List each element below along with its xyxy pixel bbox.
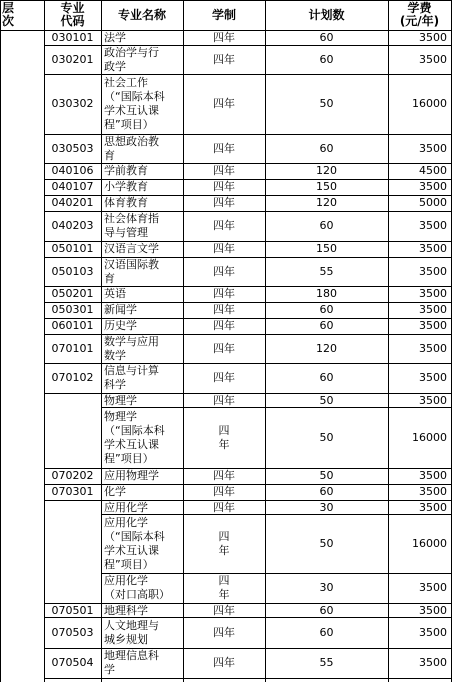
header-quota: 计划数 xyxy=(308,7,345,22)
row-fee: 16000 xyxy=(412,97,447,110)
row-quota: 60 xyxy=(319,485,334,498)
row-quota: 50 xyxy=(319,430,334,444)
row-quota: 60 xyxy=(319,219,334,232)
row-duration: 四年 xyxy=(213,371,235,384)
row-quota: 150 xyxy=(316,180,337,193)
table-rule xyxy=(44,74,452,75)
table-rule xyxy=(101,573,452,574)
row-duration: 四年 xyxy=(213,164,235,177)
row-code: 060101 xyxy=(51,319,94,332)
row-code: 070301 xyxy=(51,485,94,498)
row-quota: 60 xyxy=(319,303,334,316)
row-name: 汉语国际教 育 xyxy=(104,258,159,285)
table-rule xyxy=(44,648,452,649)
row-fee: 3500 xyxy=(419,319,447,332)
table-rule xyxy=(44,134,452,135)
row-code: 030302 xyxy=(51,97,94,110)
table-rule xyxy=(44,179,452,180)
row-quota: 60 xyxy=(319,604,334,617)
row-name: 政治学与行 政学 xyxy=(104,46,159,73)
row-name: 思想政治教 育 xyxy=(104,135,159,162)
row-fee: 3500 xyxy=(419,501,447,514)
row-code: 050201 xyxy=(51,287,94,300)
table-rule xyxy=(44,334,452,335)
row-quota: 180 xyxy=(316,287,337,300)
row-name: 汉语言文学 xyxy=(104,242,159,255)
row-fee: 3500 xyxy=(419,219,447,232)
table-rule xyxy=(44,603,452,604)
row-name: 地理科学 xyxy=(104,604,148,617)
row-code: 050103 xyxy=(51,264,94,278)
table-rule xyxy=(44,393,452,394)
row-name: 学前教育 xyxy=(104,164,148,177)
row-duration: 四年 xyxy=(213,264,235,278)
row-quota: 30 xyxy=(319,501,334,514)
table-rule xyxy=(44,318,452,319)
table-rule xyxy=(44,302,452,303)
row-fee: 16000 xyxy=(412,430,447,444)
row-duration: 四 年 xyxy=(218,529,230,557)
row-code: 040106 xyxy=(51,164,94,177)
table-rule xyxy=(44,211,452,212)
row-name: 英语 xyxy=(104,287,126,300)
row-duration: 四年 xyxy=(213,394,235,407)
table-rule xyxy=(44,241,452,242)
row-fee: 4500 xyxy=(419,164,447,177)
table-rule xyxy=(0,0,452,1)
row-quota: 30 xyxy=(319,581,334,594)
row-code: 030503 xyxy=(51,141,94,155)
row-fee: 5000 xyxy=(419,196,447,209)
row-duration: 四年 xyxy=(213,97,235,110)
table-rule xyxy=(44,195,452,196)
row-duration: 四年 xyxy=(213,303,235,316)
table-rule xyxy=(44,363,452,364)
table-rule xyxy=(265,0,266,682)
header-code: 专业 代码 xyxy=(60,1,85,28)
header-duration: 学制 xyxy=(211,7,236,22)
table-rule xyxy=(44,45,452,46)
row-name: 小学教育 xyxy=(104,180,148,193)
row-quota: 50 xyxy=(319,394,334,407)
row-fee: 3500 xyxy=(419,287,447,300)
row-name: 物理学 （“国际本科 学术互认课 程”项目） xyxy=(104,409,165,465)
table-rule xyxy=(101,407,452,408)
row-fee: 3500 xyxy=(419,656,447,669)
table-rule xyxy=(388,0,389,682)
row-fee: 3500 xyxy=(419,242,447,255)
row-quota: 60 xyxy=(319,371,334,384)
row-name: 历史学 xyxy=(104,319,137,332)
table-rule xyxy=(101,0,102,682)
row-duration: 四年 xyxy=(213,287,235,300)
row-code: 070102 xyxy=(51,371,94,384)
row-duration: 四年 xyxy=(213,141,235,155)
row-duration: 四年 xyxy=(213,625,235,639)
row-quota: 55 xyxy=(319,264,334,278)
row-quota: 50 xyxy=(319,97,334,110)
row-duration: 四年 xyxy=(213,469,235,482)
row-code: 050101 xyxy=(51,242,94,255)
row-code: 040107 xyxy=(51,180,94,193)
row-duration: 四年 xyxy=(213,341,235,355)
row-fee: 3500 xyxy=(419,341,447,355)
row-quota: 150 xyxy=(316,242,337,255)
row-fee: 3500 xyxy=(419,469,447,482)
row-name: 体育教育 xyxy=(104,196,148,209)
row-quota: 60 xyxy=(319,625,334,639)
row-name: 地理信息科 学 xyxy=(104,649,159,676)
row-duration: 四年 xyxy=(213,180,235,193)
table-rule xyxy=(101,514,452,515)
row-duration: 四年 xyxy=(213,604,235,617)
row-quota: 120 xyxy=(316,164,337,177)
row-fee: 3500 xyxy=(419,371,447,384)
row-fee: 3500 xyxy=(419,394,447,407)
row-code: 070202 xyxy=(51,469,94,482)
table-rule xyxy=(44,163,452,164)
row-duration: 四年 xyxy=(213,485,235,498)
row-code: 030201 xyxy=(51,52,94,66)
row-code: 070503 xyxy=(51,625,94,639)
row-code: 070504 xyxy=(51,656,94,669)
row-name: 应用化学 （对口高职） xyxy=(104,574,170,601)
row-code: 050301 xyxy=(51,303,94,316)
row-name: 信息与计算 科学 xyxy=(104,364,159,391)
row-name: 法学 xyxy=(104,31,126,44)
row-quota: 50 xyxy=(319,536,334,550)
row-code: 040203 xyxy=(51,219,94,232)
row-name: 应用化学 xyxy=(104,501,148,514)
row-code: 070501 xyxy=(51,604,94,617)
table-rule xyxy=(44,484,452,485)
row-fee: 3500 xyxy=(419,604,447,617)
row-fee: 3500 xyxy=(419,303,447,316)
row-duration: 四 年 xyxy=(218,423,230,451)
row-duration: 四年 xyxy=(213,656,235,669)
row-duration: 四 年 xyxy=(218,574,230,601)
row-duration: 四年 xyxy=(213,196,235,209)
table-rule xyxy=(44,500,452,501)
row-duration: 四年 xyxy=(213,219,235,232)
header-fee: 学费 (元/年) xyxy=(399,1,440,28)
row-name: 数学与应用 数学 xyxy=(104,335,159,362)
row-name: 应用物理学 xyxy=(104,469,159,482)
row-name: 社会工作 （“国际本科 学术互认课 程”项目） xyxy=(104,76,165,131)
row-fee: 16000 xyxy=(412,536,447,550)
row-quota: 60 xyxy=(319,141,334,155)
row-code: 030101 xyxy=(51,31,94,44)
table-rule xyxy=(44,257,452,258)
row-code: 040201 xyxy=(51,196,94,209)
table-rule xyxy=(44,0,45,682)
table-rule xyxy=(44,678,452,679)
table-rule xyxy=(44,617,452,618)
row-quota: 55 xyxy=(319,656,334,669)
row-duration: 四年 xyxy=(213,319,235,332)
row-fee: 3500 xyxy=(419,52,447,66)
header-level: 层 次 xyxy=(2,1,15,28)
row-name: 化学 xyxy=(104,485,126,498)
row-code: 070101 xyxy=(51,341,94,355)
table-rule xyxy=(0,30,452,31)
row-duration: 四年 xyxy=(213,31,235,44)
row-quota: 60 xyxy=(319,31,334,44)
row-fee: 3500 xyxy=(419,31,447,44)
table-rule xyxy=(0,0,1,682)
row-quota: 120 xyxy=(316,341,337,355)
row-name: 物理学 xyxy=(104,394,137,407)
table-rule xyxy=(44,468,452,469)
row-fee: 3500 xyxy=(419,625,447,639)
row-duration: 四年 xyxy=(213,501,235,514)
row-fee: 3500 xyxy=(419,180,447,193)
table-rule xyxy=(183,0,184,682)
header-name: 专业名称 xyxy=(117,7,166,22)
row-quota: 60 xyxy=(319,319,334,332)
row-quota: 50 xyxy=(319,469,334,482)
table-rule xyxy=(44,286,452,287)
row-fee: 3500 xyxy=(419,485,447,498)
row-name: 社会体育指 导与管理 xyxy=(104,212,159,239)
row-duration: 四年 xyxy=(213,52,235,66)
row-name: 人文地理与 城乡规划 xyxy=(104,618,159,646)
row-name: 新闻学 xyxy=(104,303,137,316)
row-duration: 四年 xyxy=(213,242,235,255)
row-name: 应用化学 （“国际本科 学术互认课 程”项目） xyxy=(104,515,165,571)
row-quota: 60 xyxy=(319,52,334,66)
row-fee: 3500 xyxy=(419,264,447,278)
row-fee: 3500 xyxy=(419,141,447,155)
row-quota: 120 xyxy=(316,196,337,209)
row-fee: 3500 xyxy=(419,581,447,594)
